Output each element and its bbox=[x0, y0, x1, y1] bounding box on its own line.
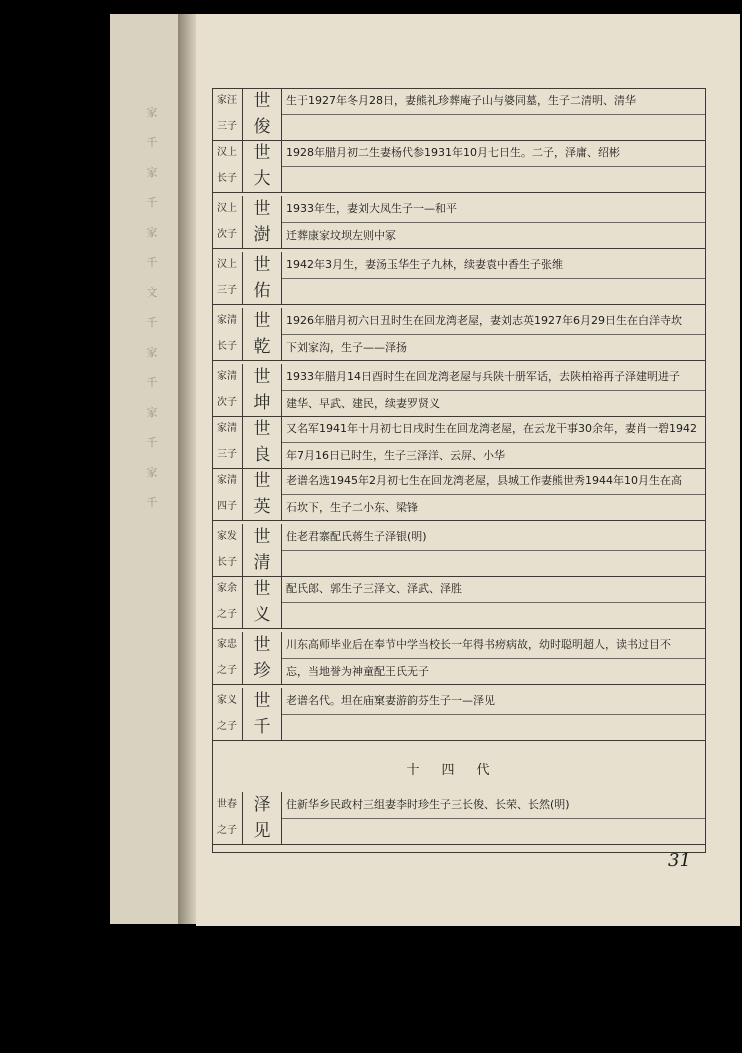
row-divider bbox=[212, 684, 706, 685]
left-page-glyph: 家 bbox=[146, 166, 158, 179]
name-generation-char: 世 bbox=[253, 367, 271, 387]
relation-parent: 家义 bbox=[217, 695, 237, 706]
record-line-2: 迁葬康家坟坝左则中冢 bbox=[282, 222, 706, 248]
name-given-char: 清 bbox=[253, 553, 271, 573]
name-generation-char: 世 bbox=[253, 527, 271, 547]
record-line-2: 下刘家沟，生子——泽扬 bbox=[282, 334, 706, 360]
record-line-1: 老谱名选1945年2月初七生在回龙湾老屋，县城工作妻熊世秀1944年10月生在高 bbox=[286, 474, 682, 487]
name-given-char: 珍 bbox=[253, 661, 271, 681]
relation-cell bbox=[212, 688, 243, 740]
relation-order: 之子 bbox=[217, 721, 237, 732]
name-given-char: 千 bbox=[253, 717, 271, 737]
record-cell bbox=[282, 364, 706, 416]
name-given-char: 英 bbox=[253, 497, 271, 517]
relation-cell bbox=[212, 632, 243, 684]
table-row bbox=[212, 196, 706, 248]
name-generation-char: 世 bbox=[253, 635, 271, 655]
record-cell bbox=[282, 792, 706, 844]
record-line-1: 老谱名代。坦在庙窠妻游韵芬生子一—泽见 bbox=[286, 694, 495, 707]
relation-parent: 家清 bbox=[217, 423, 237, 434]
row-divider bbox=[212, 360, 706, 361]
name-generation-char: 世 bbox=[253, 311, 271, 331]
row-divider bbox=[212, 740, 706, 741]
relation-order: 之子 bbox=[217, 609, 237, 620]
relation-order: 三子 bbox=[217, 449, 237, 460]
relation-order: 长子 bbox=[217, 341, 237, 352]
left-page-glyph: 千 bbox=[146, 256, 158, 269]
left-page-glyph: 千 bbox=[146, 316, 158, 329]
relation-order: 之子 bbox=[217, 825, 237, 836]
record-line-1: 又名军1941年十月初七日戌时生在回龙湾老屋，在云龙干事30余年，妻肖一碧1942 bbox=[286, 422, 697, 435]
relation-parent: 家余 bbox=[217, 583, 237, 594]
record-line-1: 生于1927年冬月28日，妻熊礼珍葬庵子山与婆同墓，生子二清明、清华 bbox=[286, 94, 636, 107]
name-given-char: 佑 bbox=[253, 281, 271, 301]
name-cell bbox=[243, 140, 282, 192]
name-generation-char: 世 bbox=[253, 691, 271, 711]
relation-cell bbox=[212, 196, 243, 248]
relation-order: 次子 bbox=[217, 397, 237, 408]
name-generation-char: 世 bbox=[253, 199, 271, 219]
relation-order: 长子 bbox=[217, 173, 237, 184]
name-given-char: 澍 bbox=[253, 225, 271, 245]
left-page-glyph: 家 bbox=[146, 106, 158, 119]
table-row bbox=[212, 140, 706, 192]
name-generation-char: 世 bbox=[253, 91, 271, 111]
row-divider bbox=[212, 844, 706, 845]
name-cell bbox=[243, 632, 282, 684]
name-generation-char: 世 bbox=[253, 255, 271, 275]
relation-cell bbox=[212, 140, 243, 192]
name-cell bbox=[243, 308, 282, 360]
record-cell bbox=[282, 252, 706, 304]
record-line-2: 建华、早武、建民，续妻罗贤义 bbox=[282, 390, 706, 416]
table-row bbox=[212, 364, 706, 416]
table-row bbox=[212, 688, 706, 740]
name-given-char: 坤 bbox=[253, 393, 271, 413]
row-divider bbox=[212, 304, 706, 305]
book-gutter bbox=[178, 14, 198, 924]
relation-parent: 家忠 bbox=[217, 639, 237, 650]
relation-parent: 汉上 bbox=[217, 259, 237, 270]
table-row bbox=[212, 308, 706, 360]
name-cell bbox=[243, 524, 282, 576]
relation-cell bbox=[212, 252, 243, 304]
name-cell bbox=[243, 88, 282, 140]
record-line-1: 1926年腊月初六日丑时生在回龙湾老屋，妻刘志英1927年6月29日生在白洋寺坎 bbox=[286, 314, 682, 327]
name-given-char: 大 bbox=[253, 169, 271, 189]
relation-order: 四子 bbox=[217, 501, 237, 512]
left-page-glyph: 文 bbox=[146, 286, 158, 299]
row-divider bbox=[212, 628, 706, 629]
record-line-2: 石坎下，生子二小东、梁锋 bbox=[282, 494, 706, 520]
relation-order: 之子 bbox=[217, 665, 237, 676]
name-given-char: 见 bbox=[253, 821, 271, 841]
record-line-2 bbox=[282, 278, 706, 304]
name-given-char: 良 bbox=[253, 445, 271, 465]
left-page-glyph: 千 bbox=[146, 496, 158, 509]
record-cell bbox=[282, 468, 706, 520]
name-given-char: 乾 bbox=[253, 337, 271, 357]
table-row bbox=[212, 792, 706, 844]
relation-order: 三子 bbox=[217, 121, 237, 132]
record-line-2 bbox=[282, 714, 706, 740]
record-cell bbox=[282, 688, 706, 740]
record-cell bbox=[282, 140, 706, 192]
name-given-char: 俊 bbox=[253, 117, 271, 137]
left-page-glyph: 家 bbox=[146, 466, 158, 479]
page-number: 31 bbox=[668, 850, 691, 871]
relation-parent: 家清 bbox=[217, 315, 237, 326]
relation-parent: 家发 bbox=[217, 531, 237, 542]
record-line-2 bbox=[282, 166, 706, 192]
name-cell bbox=[243, 576, 282, 628]
name-given-char: 义 bbox=[253, 605, 271, 625]
left-page-glyph: 千 bbox=[146, 376, 158, 389]
row-divider bbox=[212, 248, 706, 249]
record-cell bbox=[282, 308, 706, 360]
table-row bbox=[212, 576, 706, 628]
record-line-2 bbox=[282, 602, 706, 628]
relation-cell bbox=[212, 416, 243, 468]
left-page-glyph: 家 bbox=[146, 226, 158, 239]
record-line-2: 忘，当地誉为神童配王氏无子 bbox=[282, 658, 706, 684]
left-page-glyph: 千 bbox=[146, 196, 158, 209]
record-cell bbox=[282, 88, 706, 140]
name-cell bbox=[243, 468, 282, 520]
table-row bbox=[212, 524, 706, 576]
row-divider bbox=[212, 520, 706, 521]
record-line-1: 1942年3月生，妻汤玉华生子九林，续妻袁中香生子张维 bbox=[286, 258, 563, 271]
name-cell bbox=[243, 364, 282, 416]
record-line-2 bbox=[282, 550, 706, 576]
left-page-glyph: 家 bbox=[146, 406, 158, 419]
row-divider bbox=[212, 192, 706, 193]
relation-parent: 家清 bbox=[217, 475, 237, 486]
record-line-1: 1933年腊月14日酉时生在回龙湾老屋与兵陕十册军话，去陕柏裕再子泽建明进子 bbox=[286, 370, 680, 383]
left-page-glyph: 千 bbox=[146, 136, 158, 149]
relation-cell bbox=[212, 88, 243, 140]
record-line-1: 配氏郎、郭生子三泽文、泽武、泽胜 bbox=[286, 582, 462, 595]
record-line-2 bbox=[282, 114, 706, 140]
name-cell bbox=[243, 196, 282, 248]
name-cell bbox=[243, 252, 282, 304]
record-cell bbox=[282, 196, 706, 248]
left-page-glyph: 千 bbox=[146, 436, 158, 449]
name-generation-char: 世 bbox=[253, 579, 271, 599]
record-line-2 bbox=[282, 818, 706, 844]
relation-cell bbox=[212, 364, 243, 416]
record-line-1: 住老君寨配氏蒋生子泽银(明) bbox=[286, 530, 427, 543]
name-generation-char: 世 bbox=[253, 419, 271, 439]
table-row bbox=[212, 416, 706, 468]
record-cell bbox=[282, 632, 706, 684]
relation-cell bbox=[212, 792, 243, 844]
relation-cell bbox=[212, 524, 243, 576]
relation-parent: 汉上 bbox=[217, 147, 237, 158]
record-cell bbox=[282, 524, 706, 576]
name-cell bbox=[243, 688, 282, 740]
relation-order: 长子 bbox=[217, 557, 237, 568]
name-cell bbox=[243, 792, 282, 844]
left-page-glyph: 家 bbox=[146, 346, 158, 359]
name-cell bbox=[243, 416, 282, 468]
name-generation-char: 世 bbox=[253, 143, 271, 163]
table-row bbox=[212, 468, 706, 520]
record-line-1: 1928年腊月初二生妻杨代参1931年10月七日生。二子，泽庸、绍彬 bbox=[286, 146, 620, 159]
relation-cell bbox=[212, 468, 243, 520]
relation-parent: 世春 bbox=[217, 799, 237, 810]
left-page-faint-text bbox=[124, 104, 180, 884]
left-page-edge bbox=[110, 14, 188, 924]
relation-order: 三子 bbox=[217, 285, 237, 296]
relation-parent: 家汪 bbox=[217, 95, 237, 106]
generation-heading: 十四代 bbox=[406, 763, 512, 778]
record-line-1: 川东高师毕业后在奉节中学当校长一年得书痨病故，幼时聪明超人，读书过目不 bbox=[286, 638, 671, 651]
name-generation-char: 世 bbox=[253, 471, 271, 491]
record-cell bbox=[282, 576, 706, 628]
name-generation-char: 泽 bbox=[253, 795, 271, 815]
record-cell bbox=[282, 416, 706, 468]
relation-order: 次子 bbox=[217, 229, 237, 240]
record-line-1: 1933年生，妻刘大凤生子一—和平 bbox=[286, 202, 457, 215]
relation-cell bbox=[212, 308, 243, 360]
relation-cell bbox=[212, 576, 243, 628]
record-line-2: 年7月16日已时生，生子三泽洋、云屏、小华 bbox=[282, 442, 706, 468]
relation-parent: 家清 bbox=[217, 371, 237, 382]
table-row bbox=[212, 252, 706, 304]
table-row bbox=[212, 88, 706, 140]
record-line-1: 住新华乡民政村三组妻李时珍生子三长俊、长荣、长然(明) bbox=[286, 798, 570, 811]
table-row bbox=[212, 632, 706, 684]
relation-parent: 汉上 bbox=[217, 203, 237, 214]
